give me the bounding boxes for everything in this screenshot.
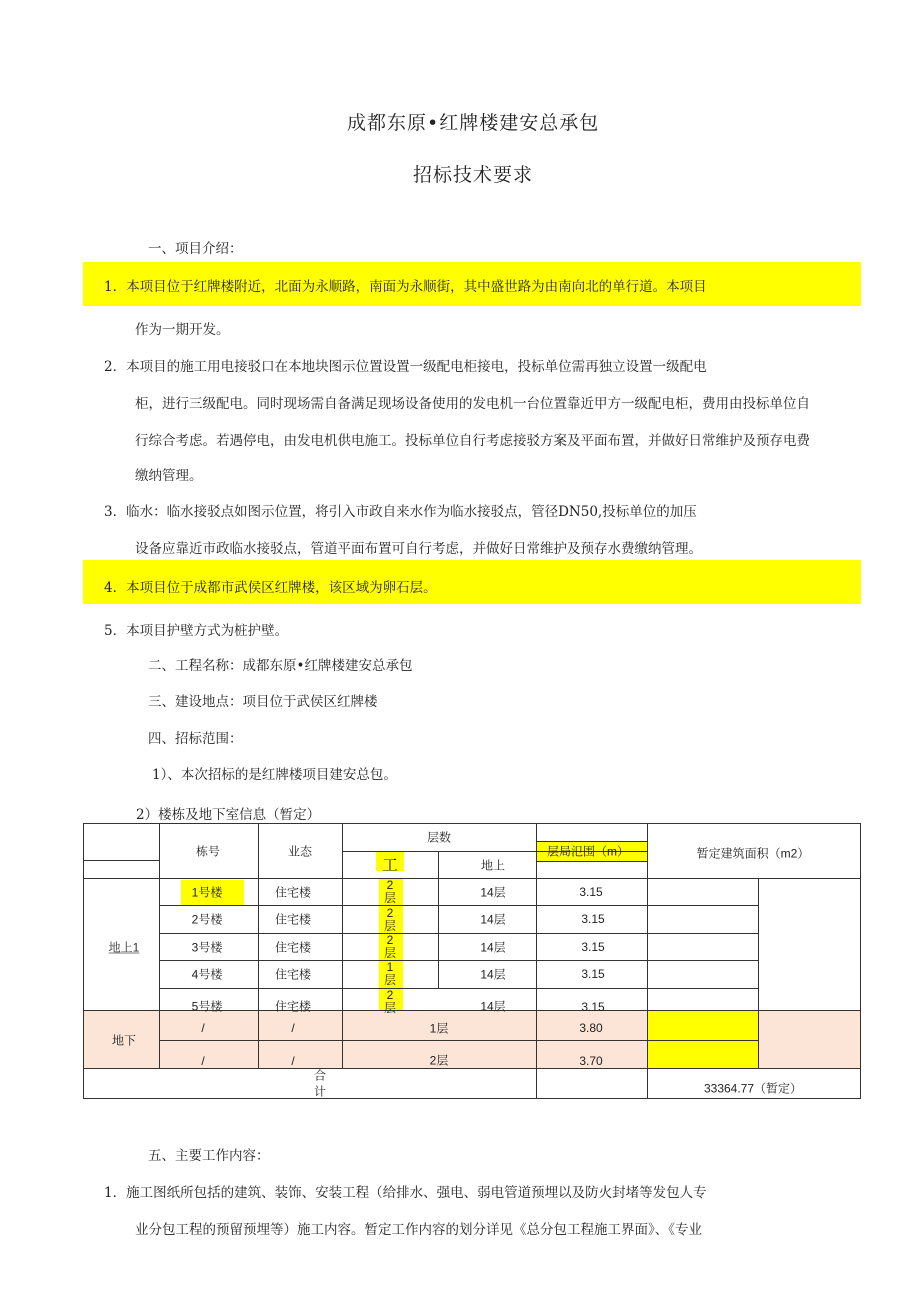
row3-type: 住宅楼 [274, 940, 312, 955]
row5-height: 3.15 [581, 1000, 605, 1014]
section5-item1-line1: 1．施工图纸所包括的建筑、装饰、安装工程（给排水、强电、弱电管道预埋以及防火封堵等发包人专 [104, 1185, 707, 1201]
item3-line2: 设备应靠近市政临水接驳点，管道平面布置可自行考虑，并做好日常维护及预存水费缴纳管理。 [135, 541, 702, 557]
row2-type: 住宅楼 [274, 912, 312, 927]
item2-line1: 2．本项目的施工用电接驳口在本地块图示位置设置一级配电柜接电，投标单位需再独立设置一级配电 [104, 359, 707, 375]
header-area: 暂定建筑面积（m2） [696, 846, 810, 861]
row5-type: 住宅楼 [274, 999, 312, 1014]
section2-project-name: 二、工程名称：成都东原•红牌楼建安总承包 [148, 658, 413, 674]
below1-building: / [201, 1021, 205, 1035]
below2-building: / [201, 1054, 205, 1068]
table-rule [159, 905, 758, 906]
table-rule [438, 851, 439, 988]
document-subtitle: 招标技术要求 [413, 164, 534, 186]
section4-heading: 四、招标范围： [148, 731, 243, 747]
item1-line1: 1．本项目位于红牌楼附近，北面为永顺路，南面为永顺街，其中盛世路为由南向北的单行道。本项目 [104, 279, 707, 295]
row1-underground: 2层 [383, 878, 396, 905]
table-rule [83, 878, 861, 879]
table-rule [159, 823, 160, 1068]
table-rule [258, 823, 259, 1068]
table-rule [159, 960, 758, 961]
section5-item1-line2: 业分包工程的预留预埋等）施工内容。暂定工作内容的划分详见《总分包工程施工界面》、《专业 [135, 1222, 702, 1238]
row2-building: 2号楼 [191, 912, 223, 927]
total-label-2: 计 [313, 1084, 327, 1099]
below1-type: / [291, 1021, 295, 1035]
header-floors: 层数 [426, 830, 452, 845]
item4: 4．本项目位于成都市武侯区红牌楼，该区域为卵石层。 [104, 580, 437, 596]
row4-height: 3.15 [581, 967, 605, 981]
row5-underground: 2层 [383, 988, 396, 1015]
table-rule [159, 933, 758, 934]
row2-underground: 2层 [383, 906, 396, 933]
highlight-cell [647, 1010, 758, 1068]
header-height: 层局氾围（m） [547, 844, 629, 859]
total-value: 33364.77（暂定） [703, 1081, 803, 1096]
below2-height: 3.70 [579, 1054, 603, 1068]
table-rule [342, 823, 343, 1068]
table-rule [159, 1040, 758, 1041]
table-rule [159, 988, 758, 989]
row1-building: 1号楼 [191, 885, 223, 900]
row1-type: 住宅楼 [274, 885, 312, 900]
item5: 5．本项目护壁方式为桩护壁。 [104, 623, 289, 639]
building-info-table [83, 823, 861, 1099]
item1-line2: 作为一期开发。 [135, 322, 230, 338]
row3-underground: 2层 [383, 933, 396, 960]
item2-line4: 缴纳管理。 [135, 468, 203, 484]
row4-underground: 1层 [383, 960, 396, 987]
table-rule [83, 823, 861, 824]
header-building: 栋号 [195, 844, 221, 859]
item2-line2: 柜，进行三级配电。同时现场需自备满足现场设备使用的发电机一台位置靠近甲方一级配电柜，费用由投标单位自 [135, 396, 810, 412]
below2-type: / [291, 1054, 295, 1068]
row4-above: 14层 [480, 967, 506, 982]
row1-above: 14层 [480, 885, 506, 900]
table-caption: 2）楼栋及地下室信息（暂定） [136, 807, 321, 823]
table-rule [647, 823, 648, 1099]
section3-location: 三、建设地点：项目位于武侯区红牌楼 [148, 694, 378, 710]
table-rule [860, 823, 861, 1099]
below1-floors: 1层 [429, 1021, 449, 1036]
row4-building: 4号楼 [191, 967, 223, 982]
item3-line1: 3．临水：临水接驳点如图示位置，将引入市政自来水作为临水接驳点，管径DN50,投标单位的加压 [104, 504, 697, 520]
table-rule [536, 823, 537, 1099]
table-rule [83, 1068, 861, 1069]
document-title: 成都东原•红牌楼建安总承包 [347, 112, 600, 134]
header-type: 业态 [287, 844, 313, 859]
table-rule [536, 861, 647, 862]
header-underground: 工 [381, 855, 399, 875]
table-rule [83, 823, 84, 1099]
row5-above: 14层 [480, 999, 506, 1014]
group-below: 地下 [111, 1033, 137, 1048]
group-above: 地上1 [108, 940, 140, 955]
row5-building: 5号楼 [191, 999, 223, 1014]
row2-above: 14层 [480, 912, 506, 927]
table-rule [83, 1098, 861, 1099]
section4-item1: 1）、本次招标的是红牌楼项目建安总包。 [152, 767, 397, 783]
row3-above: 14层 [480, 940, 506, 955]
below2-floors: 2层 [429, 1053, 449, 1068]
section5-heading: 五、主要工作内容： [148, 1148, 270, 1164]
header-above: 地上 [480, 858, 506, 873]
table-rule [83, 860, 159, 861]
row3-building: 3号楼 [191, 940, 223, 955]
table-rule [758, 878, 759, 1068]
item2-line3: 行综合考虑。若遇停电，由发电机供电施工。投标单位自行考虑接驳方案及平面布置，并做好日常维护及预存电费 [135, 433, 810, 449]
total-label-1: 合 [313, 1068, 327, 1083]
row4-type: 住宅楼 [274, 967, 312, 982]
row2-height: 3.15 [581, 912, 605, 926]
row3-height: 3.15 [581, 940, 605, 954]
below1-height: 3.80 [579, 1021, 603, 1035]
section1-heading: 一、项目介绍： [148, 241, 243, 257]
row1-height: 3.15 [579, 885, 603, 899]
